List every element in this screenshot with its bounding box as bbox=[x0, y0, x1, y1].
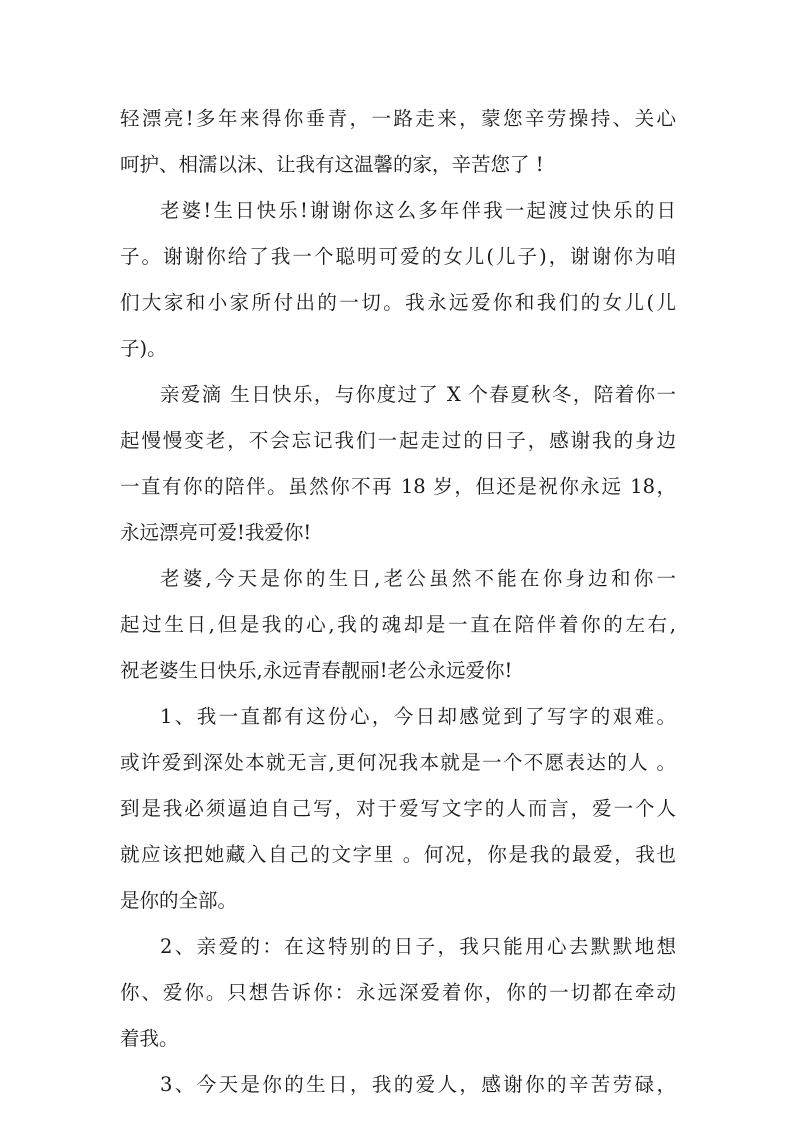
text-line: 3、今天是你的生日，我的爱人，感谢你的辛苦劳碌， bbox=[160, 1073, 676, 1096]
text-line: 起过生日,但是我的心,我的魂却是一直在陪伴着你的左右, bbox=[120, 613, 676, 636]
text-line: 老婆!生日快乐!谢谢你这么多年伴我一起渡过快乐的日 bbox=[160, 199, 676, 222]
text-line: 呵护、相濡以沫、让我有这温馨的家，辛苦您了 ! bbox=[120, 153, 544, 176]
text-line: 或许爱到深处本就无言,更何况我本就是一个不愿表达的人 。 bbox=[120, 751, 676, 774]
text-line: 亲爱滴 生日快乐，与你度过了 X 个春夏秋冬，陪着你一 bbox=[160, 383, 676, 406]
text-line: 你、爱你。只想告诉你：永远深爱着你，你的一切都在牵动 bbox=[120, 981, 676, 1004]
text-line: 老婆,今天是你的生日,老公虽然不能在你身边和你一 bbox=[160, 567, 676, 590]
text-line: 到是我必须逼迫自己写，对于爱写文字的人而言，爱一个人 bbox=[120, 797, 676, 820]
document-body bbox=[120, 96, 676, 1108]
text-line: 是你的全部。 bbox=[120, 889, 238, 912]
text-line: 祝老婆生日快乐,永远青春靓丽!老公永远爱你! bbox=[120, 659, 513, 682]
text-line: 子。谢谢你给了我一个聪明可爱的女儿(儿子)，谢谢你为咱 bbox=[120, 245, 676, 268]
text-line: 轻漂亮!多年来得你垂青，一路走来，蒙您辛劳操持、关心 bbox=[120, 107, 676, 130]
text-line: 永远漂亮可爱!我爱你! bbox=[120, 521, 312, 544]
text-line: 子)。 bbox=[120, 337, 167, 360]
text-line: 1、我一直都有这份心，今日却感觉到了写字的艰难。 bbox=[160, 705, 676, 728]
text-line: 一直有你的陪伴。虽然你不再 18 岁，但还是祝你永远 18， bbox=[120, 475, 676, 498]
text-line: 2、亲爱的：在这特别的日子，我只能用心去默默地想 bbox=[160, 935, 676, 958]
text-line: 着我。 bbox=[120, 1027, 179, 1050]
text-line: 就应该把她藏入自己的文字里 。何况，你是我的最爱，我也 bbox=[120, 843, 676, 866]
text-line: 们大家和小家所付出的一切。我永远爱你和我们的女儿(儿 bbox=[120, 291, 676, 314]
text-line: 起慢慢变老，不会忘记我们一起走过的日子，感谢我的身边 bbox=[120, 429, 676, 452]
